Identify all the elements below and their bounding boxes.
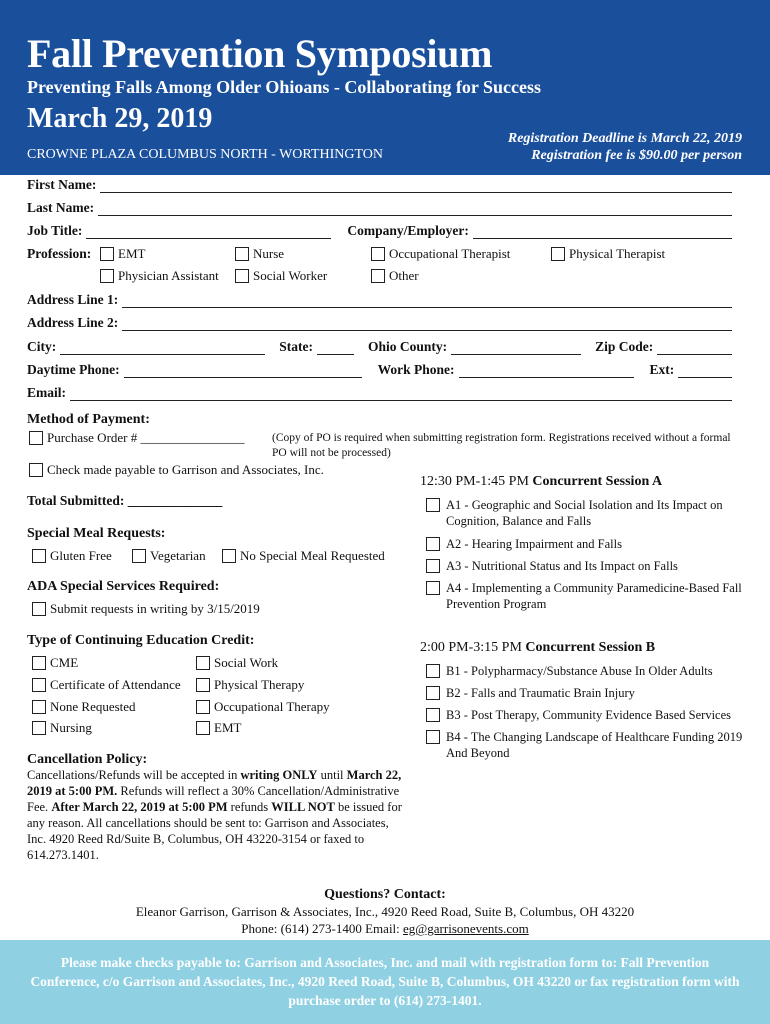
session-a-heading: 12:30 PM-1:45 PM Concurrent Session A (420, 474, 663, 489)
job-title-field[interactable] (86, 225, 331, 239)
header-banner (0, 0, 770, 175)
checkbox-icon[interactable] (32, 602, 46, 616)
footer-banner (0, 940, 770, 1024)
email-field[interactable] (70, 387, 732, 401)
checkbox-icon[interactable] (551, 247, 565, 261)
checkbox-icon[interactable] (32, 721, 46, 735)
email-row (27, 383, 732, 401)
event-venue: CROWNE PLAZA COLUMBUS NORTH - WORTHINGTON (27, 147, 383, 162)
registration-info (508, 130, 742, 164)
profession-nurse[interactable]: Nurse (235, 246, 284, 262)
session-a3[interactable]: A3 - Nutritional Status and Its Impact on Falls (426, 558, 756, 574)
checkbox-icon[interactable] (235, 247, 249, 261)
registration-fee: Registration fee is $90.00 per person (531, 148, 742, 163)
company-label: Company/Employer: (347, 223, 469, 238)
session-a2[interactable]: A2 - Hearing Impairment and Falls (426, 536, 756, 552)
profession-label-row (27, 244, 95, 262)
session-a4[interactable]: A4 - Implementing a Community Paramedicine-Based Fall Prevention Program (426, 580, 756, 612)
checkbox-icon[interactable] (196, 721, 210, 735)
checkbox-icon[interactable] (426, 686, 440, 700)
profession-ot[interactable]: Occupational Therapist (371, 246, 510, 262)
address1-row (27, 290, 732, 308)
address1-field[interactable] (122, 294, 732, 308)
ce-cme[interactable]: CME (32, 655, 78, 671)
checkbox-icon[interactable] (196, 700, 210, 714)
first-name-row (27, 175, 732, 193)
address2-row (27, 313, 732, 331)
last-name-row (27, 198, 732, 216)
checkbox-icon[interactable] (100, 247, 114, 261)
email-label: Email: (27, 385, 66, 400)
contact-email-link[interactable]: eg@garrisonevents.com (403, 921, 529, 936)
last-name-field[interactable] (98, 202, 732, 216)
last-name-label: Last Name: (27, 200, 95, 215)
job-title-label: Job Title: (27, 223, 83, 238)
state-label: State: (279, 339, 313, 354)
contact-heading: Questions? Contact: (324, 887, 446, 902)
city-label: City: (27, 339, 57, 354)
company-field[interactable] (473, 225, 732, 239)
day-phone-field[interactable] (124, 364, 362, 378)
meal-heading: Special Meal Requests: (27, 526, 166, 541)
state-field[interactable] (317, 341, 354, 355)
contact-address: Eleanor Garrison, Garrison & Associates, Inc., 4920 Reed Road, Suite B, Columbus, OH 43220 (135, 904, 635, 919)
checkbox-icon[interactable] (32, 549, 46, 563)
ce-certificate[interactable]: Certificate of Attendance (32, 677, 181, 693)
checkbox-icon[interactable] (222, 549, 236, 563)
checkbox-icon[interactable] (426, 559, 440, 573)
checkbox-icon[interactable] (196, 678, 210, 692)
checkbox-icon[interactable] (426, 498, 440, 512)
ce-nursing[interactable]: Nursing (32, 720, 92, 736)
ce-heading: Type of Continuing Education Credit: (27, 633, 255, 648)
total-submitted[interactable]: Total Submitted: ______________ (27, 493, 223, 508)
checkbox-icon[interactable] (132, 549, 146, 563)
checkbox-icon[interactable] (29, 463, 43, 477)
contact-phone-email: Phone: (614) 273-1400 Email: eg@garrisonevents.com (241, 921, 529, 936)
meal-gluten-free[interactable]: Gluten Free (32, 548, 112, 564)
checkbox-icon[interactable] (371, 247, 385, 261)
phone-row (27, 360, 732, 378)
work-phone-label: Work Phone: (377, 362, 455, 377)
profession-pa[interactable]: Physician Assistant (100, 268, 219, 284)
checkbox-icon[interactable] (100, 269, 114, 283)
ce-occupational-therapy[interactable]: Occupational Therapy (196, 699, 330, 715)
work-phone-field[interactable] (459, 364, 634, 378)
footer-instructions: Please make checks payable to: Garrison and Associates, Inc. and mail with registration form to: Fall Prevention Conference, c/o Garrison and Associates, Inc., 4920 Reed Road, Suite B, Columbus, OH 43220 or fax registration form with purchase order to (614) 273-1401. (30, 955, 740, 1008)
checkbox-icon[interactable] (32, 656, 46, 670)
check-option[interactable]: Check made payable to Garrison and Associates, Inc. (29, 462, 324, 478)
profession-other[interactable]: Other (371, 268, 419, 284)
profession-label: Profession: (27, 246, 92, 261)
contact-block (0, 886, 770, 937)
session-b-heading: 2:00 PM-3:15 PM Concurrent Session B (420, 640, 656, 655)
day-phone-label: Daytime Phone: (27, 362, 120, 377)
meal-vegetarian[interactable]: Vegetarian (132, 548, 206, 564)
ada-heading: ADA Special Services Required: (27, 579, 220, 594)
first-name-label: First Name: (27, 177, 97, 192)
address2-field[interactable] (122, 317, 732, 331)
checkbox-icon[interactable] (426, 581, 440, 595)
checkbox-icon[interactable] (196, 656, 210, 670)
checkbox-icon[interactable] (426, 537, 440, 551)
cancellation-policy: Cancellations/Refunds will be accepted in writing ONLY until March 22, 2019 at 5:00 PM. Refunds will reflect a 30% Cancellation/Administrative Fee. After March 22, 2019 at 5:00 PM refunds WILL NOT be issued for any reason. All cancellations should be sent to: Garrison and Associates, Inc. 4920 Reed Rd/Suite B, Columbus, OH 43220-3154 or faxed to 614.273.1401. (27, 768, 402, 862)
city-row (27, 337, 732, 355)
ce-physical-therapy[interactable]: Physical Therapy (196, 677, 304, 693)
checkbox-icon[interactable] (32, 678, 46, 692)
zip-field[interactable] (657, 341, 732, 355)
payment-heading: Method of Payment: (27, 412, 150, 427)
checkbox-icon[interactable] (32, 700, 46, 714)
purchase-order-option[interactable]: Purchase Order # ________________ (29, 430, 245, 446)
ce-none[interactable]: None Requested (32, 699, 136, 715)
checkbox-icon[interactable] (426, 730, 440, 744)
profession-social-worker[interactable]: Social Worker (235, 268, 327, 284)
zip-label: Zip Code: (595, 339, 654, 354)
event-date: March 29, 2019 (27, 103, 213, 134)
county-label: Ohio County: (368, 339, 448, 354)
first-name-field[interactable] (100, 179, 732, 193)
registration-deadline: Registration Deadline is March 22, 2019 (507, 131, 742, 146)
session-a1[interactable]: A1 - Geographic and Social Isolation and Its Impact on Cognition, Balance and Falls (426, 497, 756, 529)
po-note: (Copy of PO is required when submitting registration form. Registrations received without a formal PO will not be processed) (272, 432, 731, 459)
cancellation-heading: Cancellation Policy: (27, 752, 148, 767)
ext-field[interactable] (678, 364, 732, 378)
session-b1[interactable]: B1 - Polypharmacy/Substance Abuse In Older Adults (426, 663, 756, 679)
profession-emt[interactable]: EMT (100, 246, 145, 262)
address1-label: Address Line 1: (27, 292, 119, 307)
checkbox-icon[interactable] (426, 708, 440, 722)
session-b2[interactable]: B2 - Falls and Traumatic Brain Injury (426, 685, 756, 701)
checkbox-icon[interactable] (29, 431, 43, 445)
page-subtitle: Preventing Falls Among Older Ohioans - Collaborating for Success (27, 77, 542, 97)
county-field[interactable] (451, 341, 581, 355)
city-field[interactable] (60, 341, 265, 355)
checkbox-icon[interactable] (371, 269, 385, 283)
ce-social-work[interactable]: Social Work (196, 655, 278, 671)
session-b3[interactable]: B3 - Post Therapy, Community Evidence Based Services (426, 707, 756, 723)
checkbox-icon[interactable] (235, 269, 249, 283)
session-b4[interactable]: B4 - The Changing Landscape of Healthcare Funding 2019 And Beyond (426, 729, 756, 761)
ce-emt[interactable]: EMT (196, 720, 241, 736)
meal-none[interactable]: No Special Meal Requested (222, 548, 385, 564)
address2-label: Address Line 2: (27, 315, 119, 330)
page-title: Fall Prevention Symposium (27, 31, 493, 76)
profession-pt[interactable]: Physical Therapist (551, 246, 665, 262)
checkbox-icon[interactable] (426, 664, 440, 678)
job-company-row (27, 221, 732, 239)
ada-option[interactable]: Submit requests in writing by 3/15/2019 (32, 601, 260, 617)
ext-label: Ext: (649, 362, 675, 377)
